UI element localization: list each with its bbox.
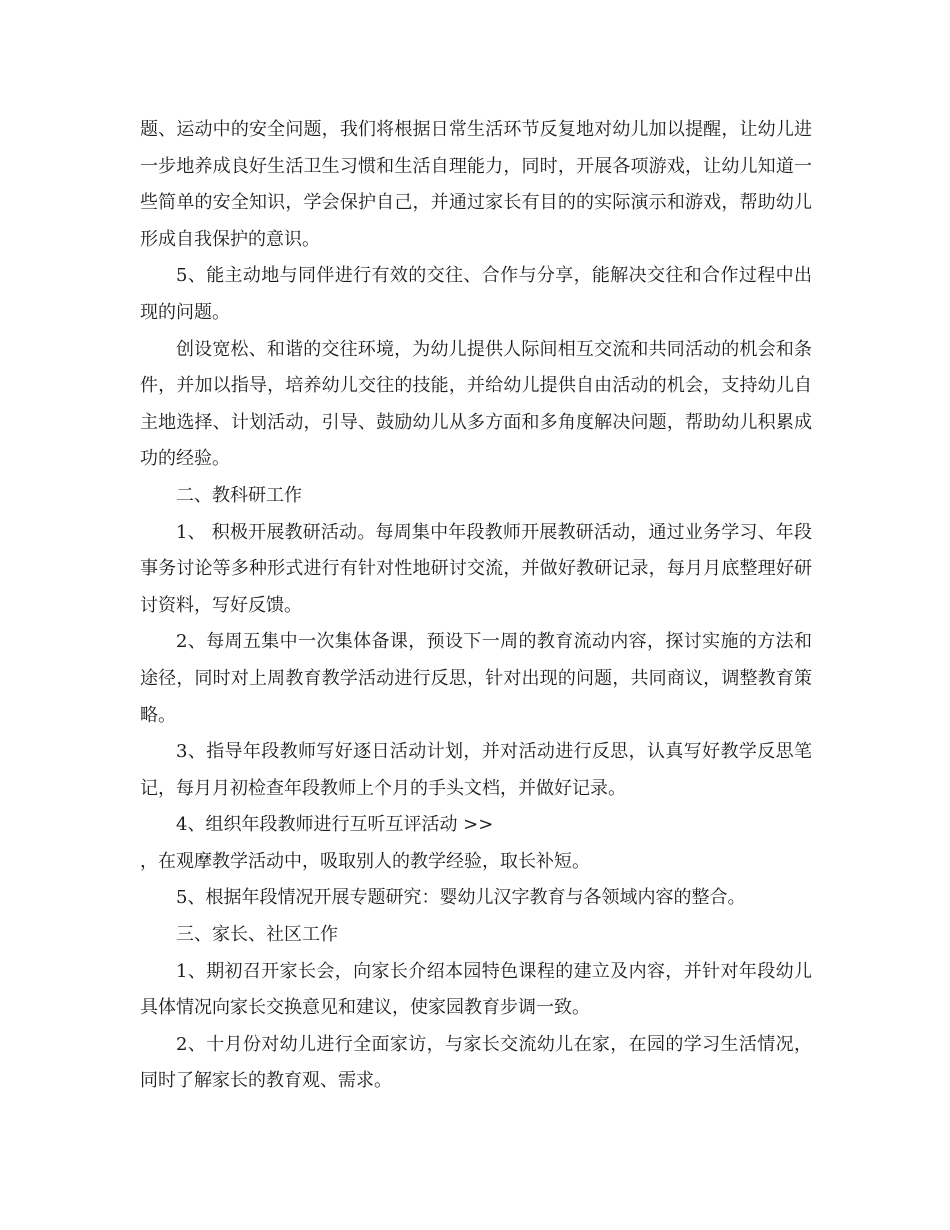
paragraph-parents-2: 2、十月份对幼儿进行全面家访，与家长交流幼儿在家，在园的学习生活情况，同时了解家长的教育观、需求。 (140, 1033, 812, 1092)
section-heading-parents: 三、家长、社区工作 (176, 924, 338, 946)
paragraph-goal-5: 5、能主动地与同伴进行有效的交往、合作与分享，能解决交往和合作过程中出现的问题。 (140, 265, 812, 323)
paragraph-research-4-continued: ，在观摩教学活动中，吸取别人的教学经验，取长补短。 (140, 850, 590, 872)
paragraph-parents-1: 1、期初召开家长会，向家长介绍本园特色课程的建立及内容，并针对年段幼儿具体情况向家长交换意见和建议，使家园教育步调一致。 (140, 960, 812, 1019)
paragraph-environment: 创设宽松、和谐的交往环境，为幼儿提供人际间相互交流和共同活动的机会和条件，并加以指导，培养幼儿交往的技能，并给幼儿提供自由活动的机会，支持幼儿自主地选择、计划活动，引导、鼓励幼儿从多方面和多角度解决问题，帮助幼儿积累成功的经验。 (140, 338, 812, 470)
paragraph-research-2: 2、每周五集中一次集体备课，预设下一周的教育流动内容，探讨实施的方法和途径，同时对上周教育教学活动进行反思，针对出现的问题，共同商议，调整教育策略。 (140, 631, 812, 726)
paragraph-safety-continued: 题、运动中的安全问题，我们将根据日常生活环节反复地对幼儿加以提醒，让幼儿进一步地养成良好生活卫生习惯和生活自理能力，同时，开展各项游戏，让幼儿知道一些简单的安全知识，学会保护自己，并通过家长有目的的实际演示和游戏，帮助幼儿形成自我保护的意识。 (140, 119, 812, 250)
paragraph-research-4: 4、组织年段教师进行互听互评活动 >> (176, 814, 494, 836)
document-body (140, 112, 812, 1100)
paragraph-research-1: 1、 积极开展教研活动。每周集中年段教师开展教研活动，通过业务学习、年段事务讨论等多种形式进行有针对性地研讨交流，并做好教研记录，每月月底整理好研讨资料，写好反馈。 (140, 521, 812, 616)
paragraph-research-5: 5、根据年段情况开展专题研究：婴幼儿汉字教育与各领域内容的整合。 (176, 887, 746, 909)
section-heading-research: 二、教科研工作 (176, 484, 302, 506)
paragraph-research-3: 3、指导年段教师写好逐日活动计划，并对活动进行反思，认真写好教学反思笔记，每月月初检查年段教师上个月的手头文档，并做好记录。 (140, 741, 812, 799)
